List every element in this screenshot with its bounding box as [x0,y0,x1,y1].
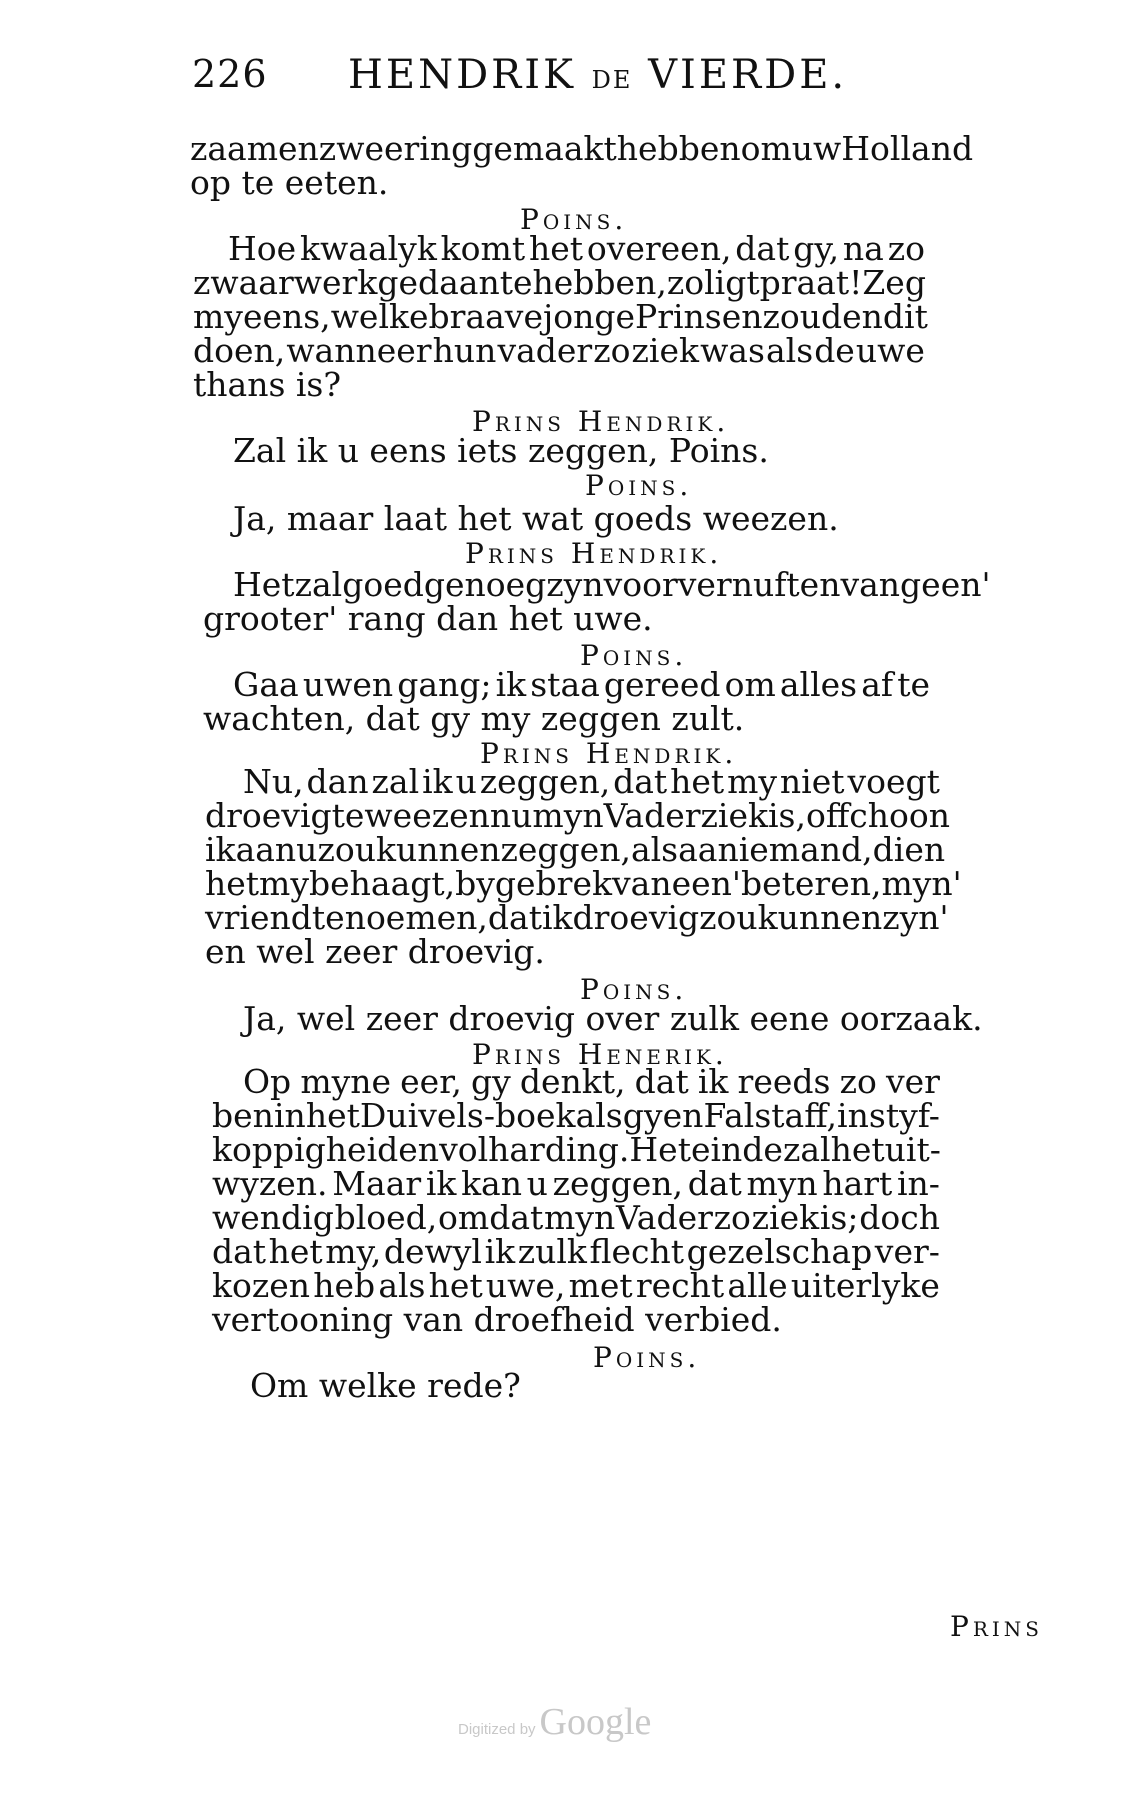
text-line: Op myne eer, gy denkt, dat ik reeds zo ver [243,1062,940,1101]
text-line: zaamenzweering gemaakt hebben om uw Holland [190,129,974,168]
speaker-heading: Poins. [593,1341,701,1374]
text-line: grooter' rang dan het uwe. [203,599,653,638]
running-title [348,52,847,98]
text-line: Zal ik u eens iets zeggen, Poins. [233,431,769,470]
catchword: Prins [950,1610,1043,1643]
text-line: vertooning van droefheid verbied. [212,1300,782,1339]
speaker-heading: Poins. [585,469,693,502]
speaker-heading: Poins. [580,639,688,672]
running-title-part: HENDRIK [348,52,576,98]
text-line: my eens, welke braave jonge Prinsen zouden dit [193,297,928,336]
watermark-prefix: Digitized by [458,1721,536,1738]
text-line: Nu, dan zal ik u zeggen, dat het my niet voegt [243,762,940,801]
speaker-heading: Prins Hendrik. [480,737,738,770]
speaker-heading: Poins. [520,203,628,236]
text-line: Het zal goed genoeg zyn voor vernuften van geen' [233,565,991,604]
text-line: wyzen. Maar ik kan u zeggen, dat myn hart in- [212,1164,940,1203]
text-line: doen, wanneer hun vader zo ziek was als de uwe [193,331,925,370]
digitized-watermark [458,1700,651,1744]
text-line: vriend te noemen, dat ik droevig zou kunnen zyn' [205,898,949,937]
running-title-part: VIERDE. [648,52,848,98]
text-line: dat het my, dewyl ik zulk flecht gezelschap ver- [212,1232,940,1271]
text-line: Gaa uwen gang; ik staa gereed om alles af te [233,665,930,704]
page-number: 226 [192,52,268,96]
text-line: ben in het Duivels-boek als gy en Falstaff, in styf- [212,1096,940,1135]
text-line: en wel zeer droevig. [205,932,545,971]
text-line: thans is? [193,365,342,404]
speaker-heading: Prins Henerik. [472,1038,728,1071]
text-line: op te eeten. [190,163,389,202]
text-line: Hoe kwaalyk komt het overeen, dat gy, na zo [228,229,925,268]
text-line: wachten, dat gy my zeggen zult. [203,699,745,738]
running-title-de: DE [591,66,633,94]
text-line: Om welke rede? [250,1366,521,1405]
watermark-brand: Google [539,1701,652,1743]
speaker-heading: Prins Hendrik. [465,537,723,570]
speaker-heading: Poins. [580,973,688,1006]
text-line: het my behaagt, by gebrek van een' beteren, myn' [205,864,962,903]
speaker-heading: Prins Hendrik. [472,405,730,438]
text-line: kozen heb als het uwe, met recht alle uiterlyke [212,1266,940,1305]
text-line: koppigheid en volharding. Het einde zal het uit- [212,1130,941,1169]
text-line: wendig bloed, omdat myn Vader zo ziek is; doch [212,1198,940,1237]
text-line: droevig te weezen nu myn Vader ziek is, offchoon [205,796,951,835]
text-line: ik aan u zou kunnen zeggen, als aan iemand, dien [205,830,946,869]
running-header [192,52,912,112]
text-line: Ja, wel zeer droevig over zulk eene oorzaak. [243,999,983,1038]
text-line: Ja, maar laat het wat goeds weezen. [233,499,839,538]
text-line: zwaar werk gedaan te hebben, zo ligt praat! Zeg [193,263,926,302]
